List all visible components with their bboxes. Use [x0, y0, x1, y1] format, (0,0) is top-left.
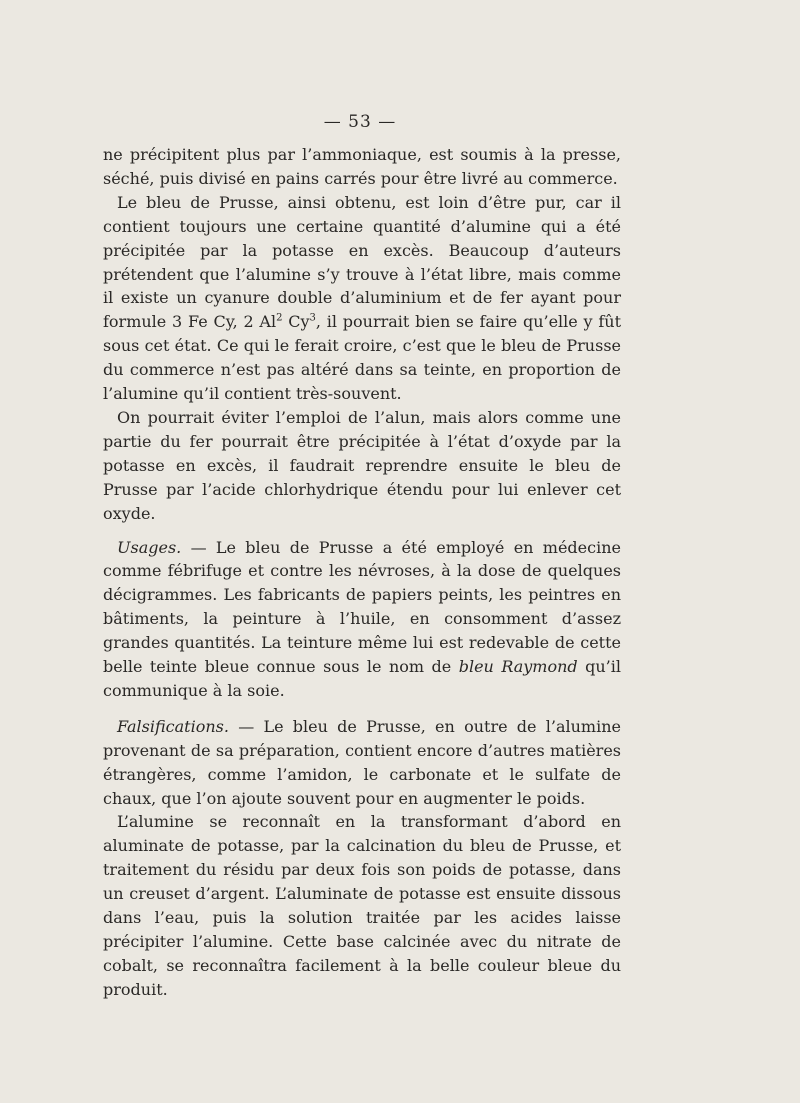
paragraph-usages: [103, 536, 621, 703]
paragraph-text: Cy: [282, 312, 310, 332]
paragraph-alumina-impurity: [103, 191, 621, 406]
paragraph-falsifications: [103, 715, 621, 811]
paragraph-alum: On pourrait éviter l’emploi de l’alun, mais alors comme une partie du fer pourrait être précipitée à l’état d’oxyde par la potasse en excès, il faudrait reprendre ensuite le bleu de Prusse par l’acide chlorhydrique étendu pour lui enlever cet oxyde.: [103, 407, 621, 523]
paragraph-text: , il pourrait bien se faire qu’elle y fût sous cet état. Ce qui le ferait croire, c’est que le bleu de Prusse du commerce n’est pas altéré dans sa teinte, en proportion de l’alumine qu’il contient très-souvent.: [103, 312, 621, 404]
section-heading-falsifications: Falsifications.: [117, 716, 229, 736]
page-number: — 53 —: [323, 112, 397, 132]
paragraph-text: qu’il communique à la soie.: [103, 657, 622, 700]
formula-superscript: 3: [309, 313, 316, 325]
body-text: [103, 143, 621, 1002]
italic-term: bleu Raymond: [458, 657, 578, 677]
paragraph-text: Le bleu de Prusse, ainsi obtenu, est loin d’être pur, car il contient toujours une certaine quantité d’alumine qui a été précipitée par la potasse en excès. Beaucoup d’auteurs prétendent que l’alumine s’y trouve à l’état libre, mais comme il existe un cyanure double d’aluminium et de fer ayant pour formule 3 Fe Cy, 2 Al: [103, 192, 621, 332]
paragraph-alumina-detection: L’alumine se reconnaît en la transformant d’abord en aluminate de potasse, par la calcination du bleu de Prusse, et traitement du résidu par deux fois son poids de potasse, dans un creuset d’argent. L’aluminate de potasse est ensuite dissous dans l’eau, puis la solution traitée par les acides laisse précipiter l’alumine. Cette base calcinée avec du nitrate de cobalt, se reconnaîtra facilement à la belle couleur bleue du produit.: [103, 812, 621, 999]
section-heading-usages: Usages.: [117, 537, 182, 557]
paragraph-continuation: ne précipitent plus par l’ammoniaque, est soumis à la presse, séché, puis divisé en pains carrés pour être livré au commerce.: [103, 145, 621, 188]
paragraph-text: — Le bleu de Prusse, en outre de l’alumine provenant de sa préparation, contient encore d’autres matières étrangères, comme l’amidon, le carbonate et le sulfate de chaux, que l’on ajoute souvent pour en augmenter le poids.: [103, 716, 621, 808]
formula-superscript: 2: [276, 313, 283, 325]
paragraph-text: — Le bleu de Prusse a été employé en médecine comme fébrifuge et contre les névroses, à la dose de quelques décigrammes. Les fabricants de papiers peints, les peintres en bâtiments, la peinture à l’huile, en consomment d’assez grandes quantités. La teinture même lui est redevable de cette belle teinte bleue connue sous le nom de: [103, 537, 621, 677]
